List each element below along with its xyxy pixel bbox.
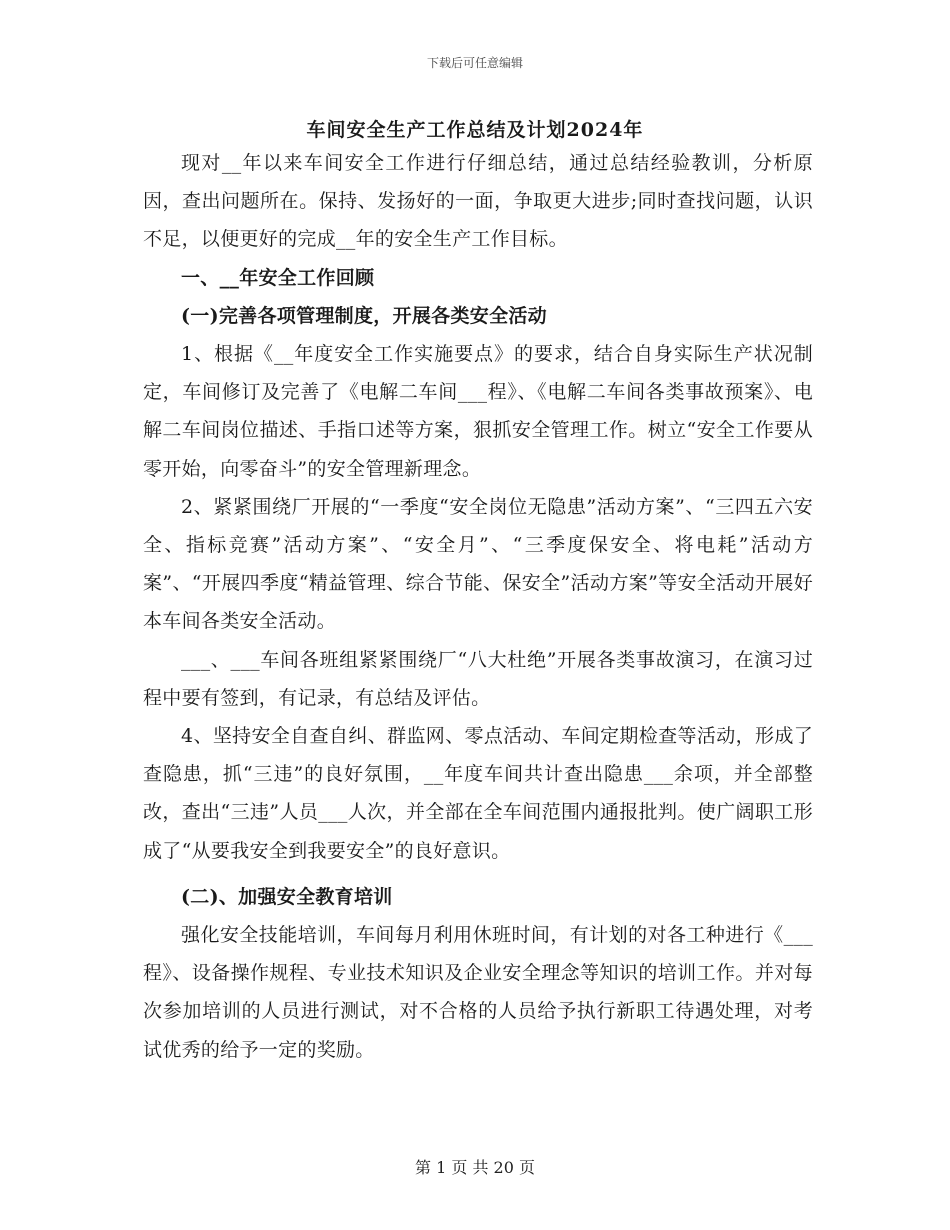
- body-paragraph-2: 2、紧紧围绕厂开展的“一季度“安全岗位无隐患”活动方案”、“三四五六安全、指标竞赛”活动方案”、“安全月”、“三季度保安全、将电耗”活动方案”、“开展四季度“精益管理、综合节能、保安全”活动方案”等安全活动开展好本车间各类安全活动。: [143, 495, 813, 633]
- intro-paragraph: 现对__年以来车间安全工作进行仔细总结，通过总结经验教训，分析原因，查出问题所在。保持、发扬好的一面，争取更大进步;同时查找问题，认识不足，以便更好的完成__年的安全生产工作目标。: [143, 152, 813, 251]
- body-paragraph-4: 4、坚持安全自查自纠、群监网、零点活动、车间定期检查等活动，形成了查隐患，抓“三违”的良好氛围，__年度车间共计查出隐患___余项，并全部整改，查出“三违”人员___人次，并全部在全车间范围内通报批判。使广阔职工形成了“从要我安全到我要安全”的良好意识。: [143, 725, 813, 862]
- page-number: 第 1 页 共 20 页: [415, 1158, 535, 1177]
- body-paragraph-5: 强化安全技能培训，车间每月利用休班时间，有计划的对各工种进行《___程》、设备操作规程、专业技术知识及企业安全理念等知识的培训工作。并对每次参加培训的人员进行测试，对不合格的人员给予执行新职工待遇处理，对考试优秀的给予一定的奖励。: [143, 924, 813, 1061]
- subsection-heading-1: (一)完善各项管理制度，开展各类安全活动: [181, 304, 547, 327]
- subsection-heading-2: (二)、加强安全教育培训: [181, 885, 393, 908]
- document-title: 车间安全生产工作总结及计划2024年: [306, 119, 644, 141]
- body-paragraph-1: 1、根据《__年度安全工作实施要点》的要求，结合自身实际生产状况制定，车间修订及完善了《电解二车间___程》、《电解二车间各类事故预案》、电解二车间岗位描述、手指口述等方案，狠抓安全管理工作。树立“安全工作要从零开始，向零奋斗”的安全管理新理念。: [143, 343, 813, 480]
- document-body: [143, 144, 813, 1069]
- section-heading-1: 一、__年安全工作回顾: [181, 266, 375, 289]
- body-paragraph-3: ___、___车间各班组紧紧围绕厂“八大杜绝”开展各类事故演习，在演习过程中要有签到，有记录，有总结及评估。: [143, 648, 813, 709]
- page-header-note: 下载后可任意编辑: [426, 56, 523, 70]
